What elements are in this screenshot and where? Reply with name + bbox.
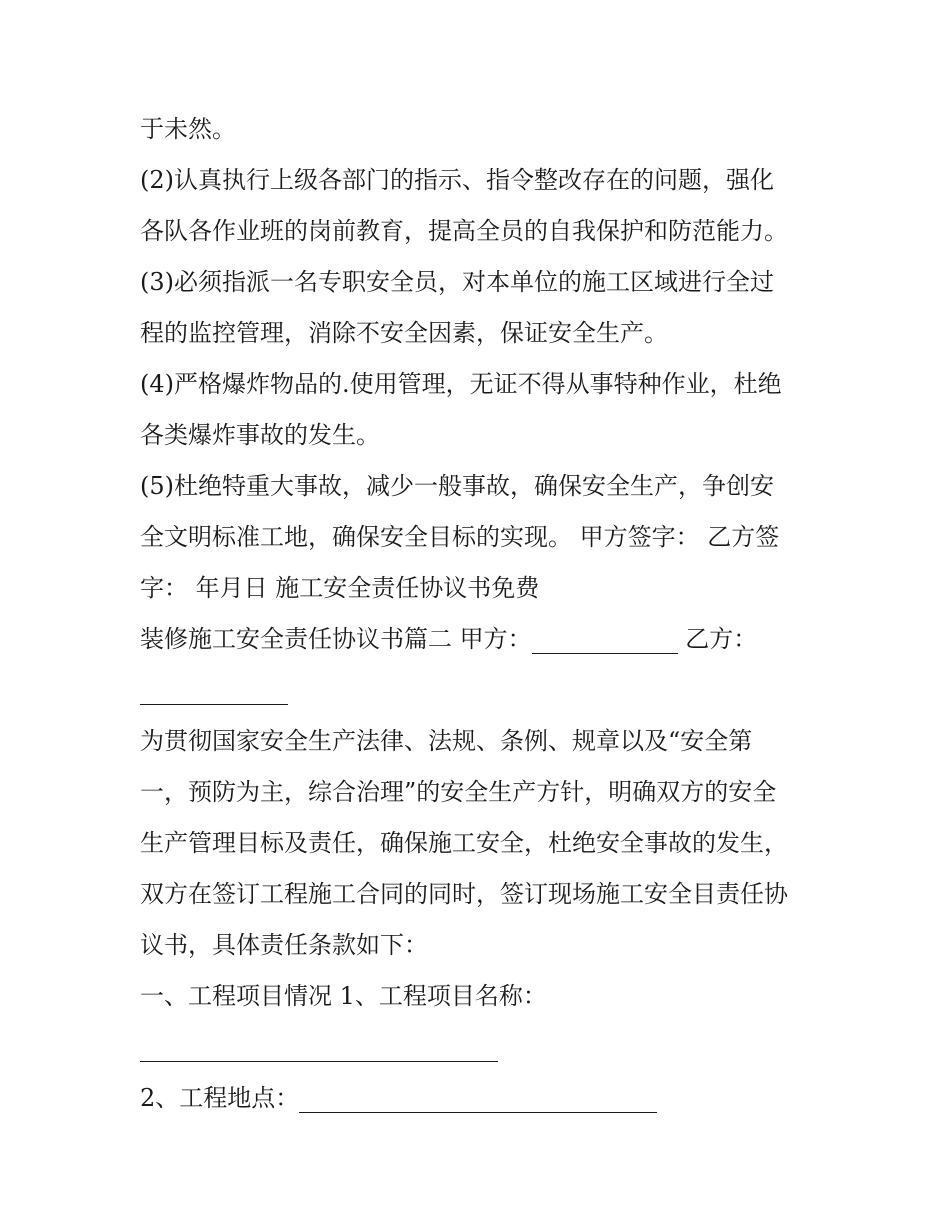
party-a-label: 装修施工安全责任协议书篇二 甲方：: [140, 625, 532, 653]
text-line: 程的监控管理，消除不安全因素，保证安全生产。: [140, 319, 668, 347]
project-heading: 一、工程项目情况 1、工程项目名称：: [140, 982, 547, 1010]
party-b-blank: [140, 672, 288, 705]
text-line: 为贯彻国家安全生产法律、法规、条例、规章以及“安全第: [140, 727, 753, 755]
text-line: 于未然。: [140, 115, 236, 143]
text-line: 议书，具体责任条款如下：: [140, 931, 428, 959]
location-line: [140, 1073, 820, 1124]
party-b-blank-line: [140, 665, 820, 716]
document-body: [140, 104, 820, 1124]
party-a-blank: [532, 621, 678, 654]
text-line: 各类爆炸事故的发生。: [140, 421, 380, 449]
text-line: 字： 年月日 施工安全责任协议书免费: [140, 574, 540, 602]
party-b-label: 乙方：: [677, 625, 758, 653]
text-line: 全文明标准工地，确保安全目标的实现。 甲方签字： 乙方签: [140, 523, 780, 551]
text-line: (5)杜绝特重大事故，减少一般事故，确保安全生产，争创安: [140, 472, 774, 500]
text-line: (2)认真执行上级各部门的指示、指令整改存在的问题，强化: [140, 166, 774, 194]
project-name-blank: [140, 1029, 498, 1062]
text-line: 各队各作业班的岗前教育，提高全员的自我保护和防范能力。: [140, 217, 788, 245]
text-line: 双方在签订工程施工合同的同时，签订现场施工安全目责任协: [140, 880, 788, 908]
text-line: 生产管理目标及责任，确保施工安全，杜绝安全事故的发生，: [140, 829, 788, 857]
location-label: 2、工程地点：: [140, 1084, 300, 1112]
location-blank: [299, 1080, 657, 1113]
text-line: (4)严格爆炸物品的.使用管理，无证不得从事特种作业，杜绝: [140, 370, 782, 398]
project-name-blank-line: [140, 1022, 820, 1073]
text-line: (3)必须指派一名专职安全员，对本单位的施工区域进行全过: [140, 268, 774, 296]
agreement-parties-line: [140, 614, 820, 665]
text-line: 一，预防为主，综合治理”的安全生产方针，明确双方的安全: [140, 778, 777, 806]
